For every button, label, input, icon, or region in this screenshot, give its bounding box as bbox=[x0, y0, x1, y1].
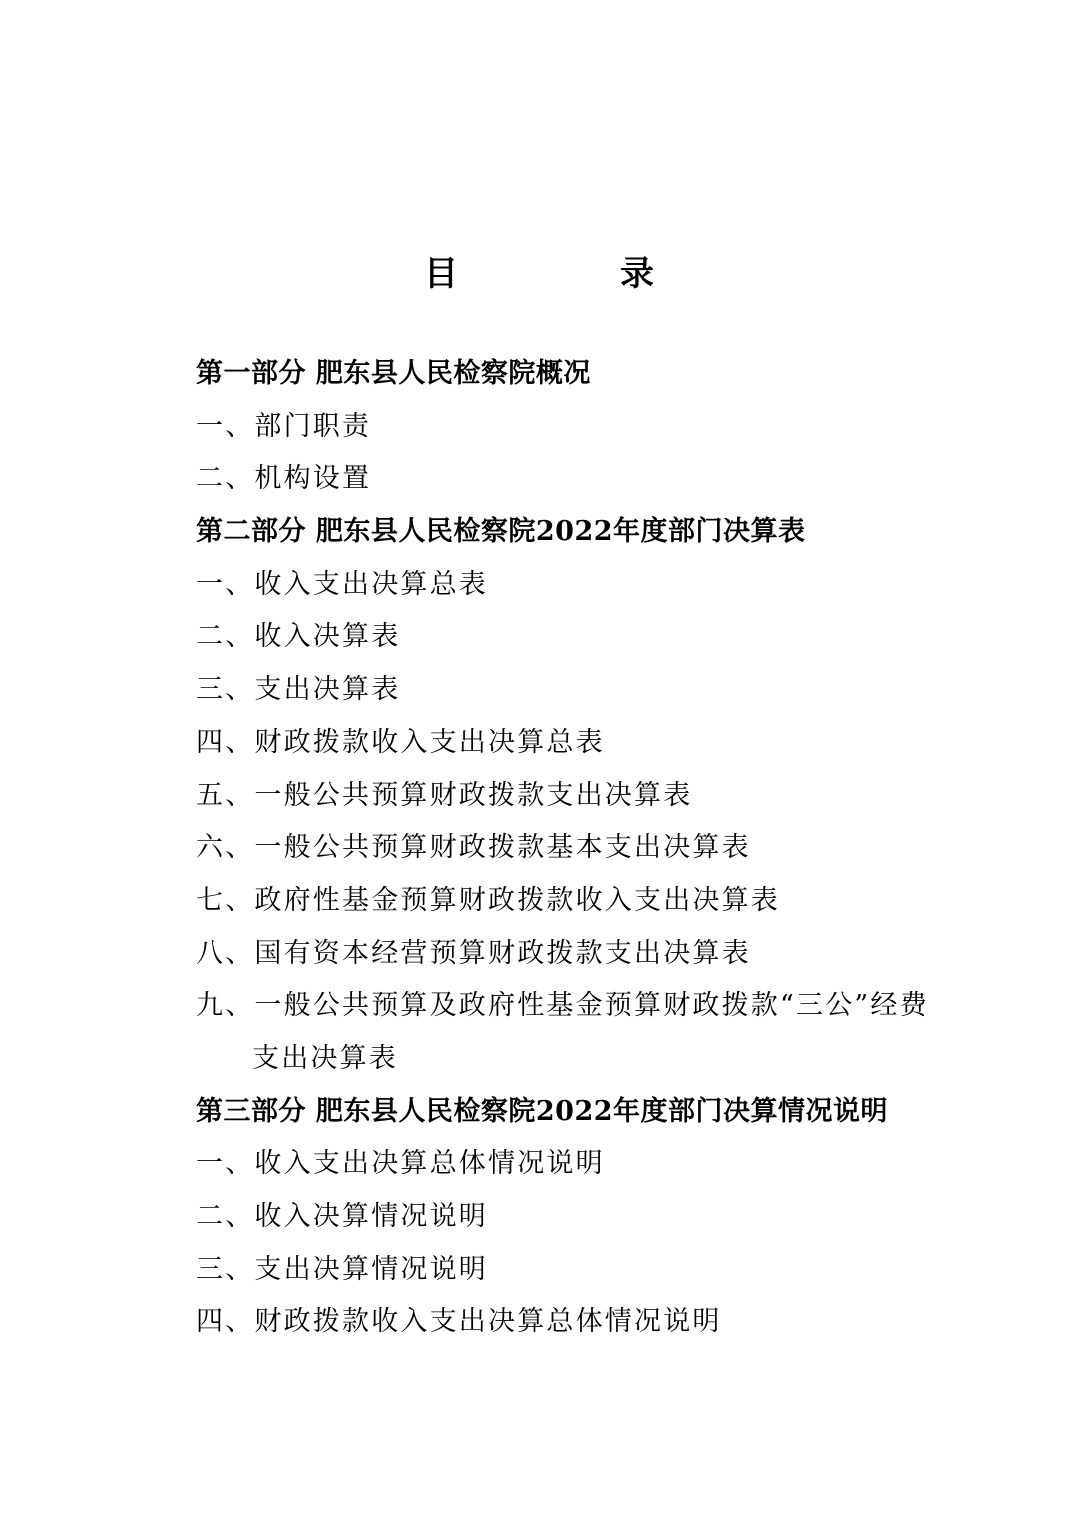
toc-entry: 二、机构设置 bbox=[196, 463, 372, 495]
toc-entry: 九、一般公共预算及政府性基金预算财政拨款“三公”经费 bbox=[196, 990, 929, 1022]
toc-entry: 七、政府性基金预算财政拨款收入支出决算表 bbox=[196, 884, 780, 916]
toc-part-1: 第一部分 肥东县人民检察院概况 bbox=[196, 358, 591, 389]
toc-part-2: 第二部分 肥东县人民检察院2022年度部门决算表 bbox=[196, 516, 806, 548]
toc-entry: 六、一般公共预算财政拨款基本支出决算表 bbox=[196, 832, 751, 864]
toc-entry: 一、收入支出决算总体情况说明 bbox=[196, 1148, 605, 1180]
toc-entry: 二、收入决算表 bbox=[196, 621, 401, 653]
toc-entry: 三、支出决算表 bbox=[196, 674, 401, 706]
toc-part-3: 第三部分 肥东县人民检察院2022年度部门决算情况说明 bbox=[196, 1095, 889, 1127]
toc-title bbox=[0, 246, 1074, 302]
toc-entry: 一、收入支出决算总表 bbox=[196, 568, 488, 600]
toc-list bbox=[196, 348, 956, 1349]
toc-entry: 三、支出决算情况说明 bbox=[196, 1253, 488, 1285]
toc-entry: 一、部门职责 bbox=[196, 410, 372, 442]
toc-title-char-2: 录 bbox=[620, 254, 654, 294]
toc-entry-continuation: 支出决算表 bbox=[252, 1042, 398, 1074]
toc-title-char-1: 目 bbox=[424, 254, 458, 294]
toc-entry: 五、一般公共预算财政拨款支出决算表 bbox=[196, 779, 693, 811]
toc-entry: 四、财政拨款收入支出决算总体情况说明 bbox=[196, 1306, 722, 1338]
toc-entry: 二、收入决算情况说明 bbox=[196, 1201, 488, 1232]
toc-entry: 四、财政拨款收入支出决算总表 bbox=[196, 726, 605, 758]
toc-entry: 八、国有资本经营预算财政拨款支出决算表 bbox=[196, 937, 751, 969]
